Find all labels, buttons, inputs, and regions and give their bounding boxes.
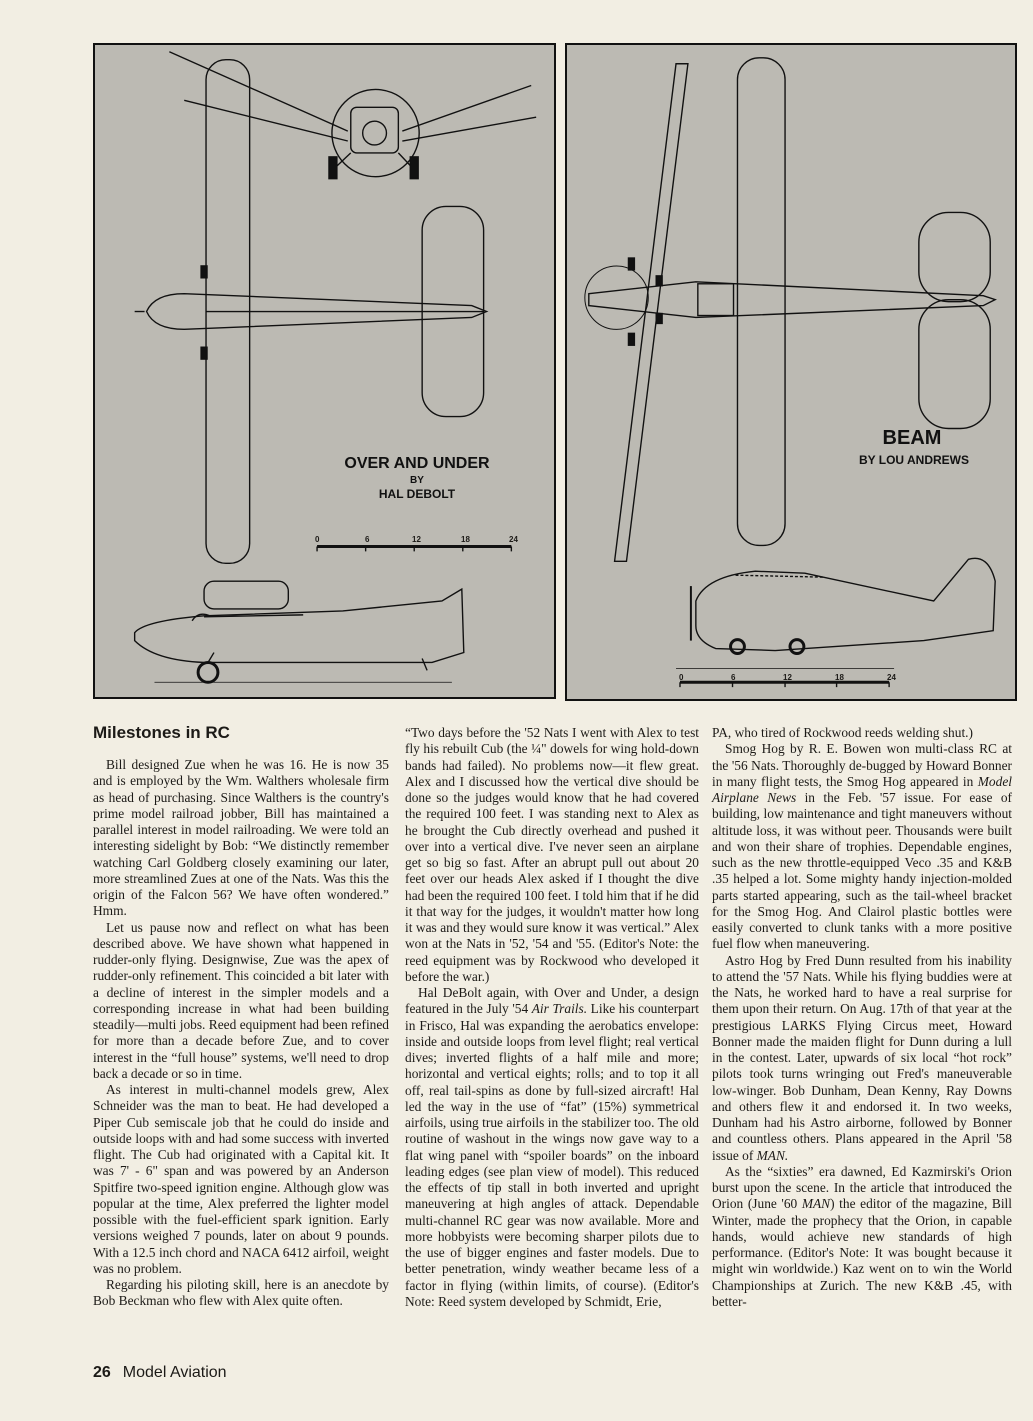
scale-bar: [317, 546, 511, 551]
italic-title: MAN.: [756, 1147, 789, 1163]
italic-title: Model Airplane News: [712, 773, 1012, 805]
text-run: “Two days before the '52 Nats I went with Alex to test fly his rebuilt Cub (the ¼" dowels for wing hold-down bands had failed). No problems now—it flew great. Alex and I discussed how the vertical dive should be done so the judges would know that he had covered the required 100 feet. I was standing next to Alex as he brought the Cub directly overhead and pushed it over into a vertical dive. I've never seen an airplane get so big so fast. After an abrupt pull out about 20 feet over our heads Alex asked if I thought the dive had been the required 100 feet. I told him that if he did it that way for the judges, it wouldn't matter how long it was and they would sure know it was vertical.” Alex won at the Nats in '52, '54 and '55. (Editor's Note: the reed equipment was by Rockwood who developed it before the war.): [405, 725, 699, 984]
article-heading: Milestones in RC: [93, 723, 230, 742]
scale-label: 24: [509, 535, 518, 544]
top-view: [585, 58, 995, 562]
figure-over-and-under: [93, 43, 556, 699]
italic-title: MAN: [801, 1196, 831, 1212]
text-run: Let us pause now and reflect on what has been described above. We have shown what happened in rudder-only flying. Designwise, Zue was the apex of rudder-only refinement. This coincided a bit later with a decline of interest in the simpler models and a corresponding increase in what had been building steadily—multi jobs. Reed equipment had been refined for more than a decade before Zue, and to cover interest in the “full house” systems, we'll need to drop back a decade or so in time.: [93, 919, 389, 1081]
page-footer: [93, 1364, 227, 1382]
text-run: in the Feb. '57 issue. For ease of building, low maintenance and tight maneuvers without altitude loss, it was without peer. Thousands were built and won their share of trophies. Dependable engines, such as the new throttle-equipped Veco .35 and K&B .35 helped a lot. Some mighty handy injection-molded parts started appearing, such as the tail-wheel bracket for the Smog Hog. And Clairol plastic bottles were easily converted to clunk tanks with a more positive fuel flow when maneuvering.: [712, 790, 1012, 952]
figure-author: HAL DEBOLT: [378, 487, 456, 501]
side-view: [676, 558, 995, 668]
text-run: As interest in multi-channel models grew, Alex Schneider was the man to beat. He had developed a Piper Cub semiscale job that he could do inside and outside loops with and had some success with inverted flight. The Cub had originated with a Capital kit. It was 7' - 6" span and was powered by an Anderson Spitfire two-speed ignition engine. Although glow was popular at the time, Alex preferred the lighter model possible with the fuel-efficient spark ignition. Early versions weighed 7 pounds, later on about 9 pounds. With a 12.5 inch chord and NACA 6412 airfoil, weight was no problem.: [93, 1082, 389, 1276]
paragraph: [712, 741, 1012, 952]
figure-by: BY: [410, 475, 424, 486]
scale-label: 6: [365, 535, 370, 544]
text-run: Bill designed Zue when he was 16. He is now 35 and is employed by the Wm. Walthers wholesale firm as head of purchasing. Since Walthers is the country's prime model railroad jobber, Bill has maintained a parallel interest in model railroading. We were told an interesting sidelight by Bob: “We distinctly remember watching Carl Goldberg closely examining our later, more streamlined Zues at one of the Nats. Was this the origin of the Falcon 56? We have often wondered.” Hmm.: [93, 757, 389, 919]
scale-label: 0: [679, 673, 684, 682]
paragraph: [93, 1277, 389, 1310]
paragraph: [93, 920, 389, 1083]
text-run: Like his counterpart in Frisco, Hal was expanding the aerobatics envelope: inside and outside loops from level flight; real vertical dives; inverted flights of a half mile and more; horizontal and vertical eights; rolls; and to top it all off, real tail-spins as done by full-sized aircraft! Hal led the way in the use of “fat” (15%) symmetrical airfoils, using true airfoils in the stabilizer too. The old routine of washout in the wings now gave way to a flat wing panel with “spoiler boards” on the inboard leading edges (see plan view of model). This reduced the effects of tip stall in both inverted and upright maneuvering at high angles of attack. Dependable multi-channel RC gear was now available. More and more hobbyists were becoming sharper pilots due to the use of bigger engines and faster models. Due to better penetration, windy weather became less of a factor in flying (within limits, of course). (Editor's Note: Reed system developed by Schmidt, Erie,: [405, 1001, 700, 1309]
page-number: 26: [93, 1364, 111, 1381]
figure-title: BEAM: [882, 427, 942, 449]
scale-label: 12: [783, 673, 792, 682]
text-column-3: [712, 725, 1012, 1310]
beam-plan-drawing: [567, 45, 1015, 699]
text-column-1: [93, 757, 389, 1310]
figure-title: OVER AND UNDER: [344, 455, 490, 472]
scale-label: 0: [315, 535, 320, 544]
figure-beam: [565, 43, 1017, 701]
text-column-2: [405, 725, 699, 1310]
paragraph: [712, 953, 1012, 1164]
scale-label: 6: [731, 673, 736, 682]
scale-bar: [680, 682, 889, 687]
text-run: As the “sixties” era dawned, Ed Kazmirski's Orion burst upon the scene. In the article that introduced the Orion (June '60: [712, 1163, 1012, 1212]
italic-title: Air Trails.: [531, 1001, 588, 1017]
text-run: Smog Hog by R. E. Bowen won multi-class RC at the '56 Nats. Thoroughly de-bugged by Howard Bonner in many flight tests, the Smog Hog appeared in: [712, 741, 1012, 789]
magazine-name: Model Aviation: [122, 1364, 227, 1381]
paragraph: [93, 1082, 389, 1277]
front-view: [169, 52, 536, 179]
text-run: Hal DeBolt again, with Over and Under, a design featured in the July '54: [405, 985, 699, 1017]
paragraph: [712, 1164, 1012, 1310]
scale-label: 24: [887, 673, 896, 682]
scale-label: 18: [835, 673, 844, 682]
text-run: ) the editor of the magazine, Bill Winter, made the prophecy that the Orion, in capable hands, would achieve new standards of high performance. (Editor's Note: It was bought because it might win worldwide.) Kaz went on to win the World Championships at Zurich. The new K&B .45, with better-: [712, 1196, 1012, 1309]
paragraph: [405, 725, 699, 985]
scale-label: 18: [461, 535, 470, 544]
over-and-under-plan-drawing: [95, 45, 554, 697]
paragraph: [405, 985, 699, 1310]
figure-author: BY LOU ANDREWS: [858, 453, 969, 467]
text-run: Astro Hog by Fred Dunn resulted from his inability to attend the '57 Nats. While his flying buddies were at the Nats, he worked hard to have a real surprise for them upon their return. On Aug. 17th of that year at the prestigious LARKS Flying Circus meet, Howard Bonner made the maiden flight for Dunn during a lull in the contest. Later, upwards of six local “hot rock” pilots took turns wringing out Fred's maneuverable low-winger. Bob Dunham, Dean Kenny, Ray Downs and others flew it and endorsed it. In two weeks, Dunham had his Astro airborne, followed by Bonner and countless others. Plans appeared in the April '58 issue of: [712, 952, 1012, 1163]
text-run: Regarding his piloting skill, here is an anecdote by Bob Beckman who flew with Alex quite often.: [93, 1277, 389, 1309]
paragraph: [93, 757, 389, 920]
side-view: [135, 581, 464, 682]
scale-label: 12: [412, 535, 421, 544]
text-run: PA, who tired of Rockwood reeds welding shut.): [712, 725, 973, 740]
paragraph: [712, 725, 1012, 741]
